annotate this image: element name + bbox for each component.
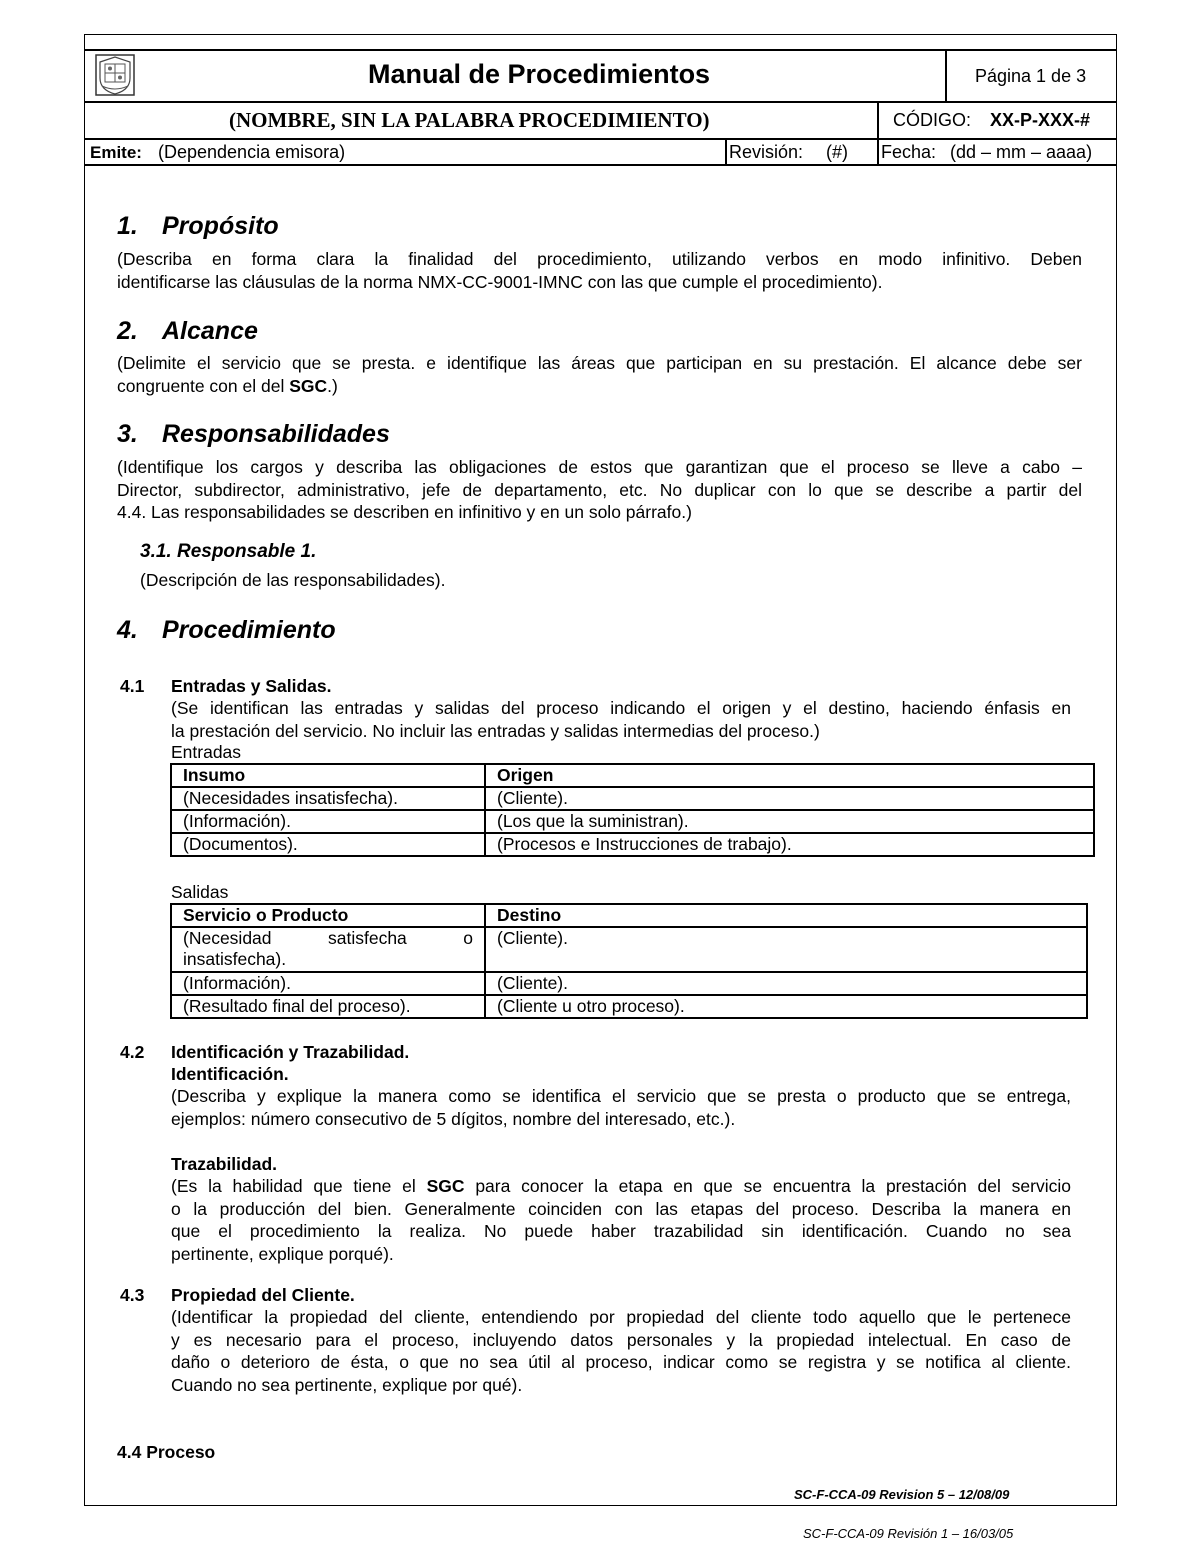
emite-label: Emite: <box>90 143 142 162</box>
entradas-salidas-text <box>171 697 1071 742</box>
text-line: daño o deterioro de ésta, o que no sea útil al proceso, indicar como se registra y se notifica al cliente. <box>171 1352 1071 1372</box>
text-line <box>171 1175 1071 1198</box>
table-cell: (Los que la suministran). <box>485 810 1094 833</box>
subsection-title-identificacion-trazabilidad: Identificación y Trazabilidad. <box>171 1042 410 1062</box>
section-number: 1. <box>117 212 138 240</box>
page-indicator: Página 1 de 3 <box>975 66 1087 86</box>
text-fragment: para conocer la etapa en que se encuentra la prestación del servicio <box>464 1176 1071 1196</box>
text-line: (Se identifican las entradas y salidas del proceso indicando el origen y el destino, haciendo énfasis en <box>171 698 1071 718</box>
subsection-title-proceso: 4.4 Proceso <box>117 1442 216 1462</box>
subsection-number-4-1: 4.1 <box>120 676 145 696</box>
fecha-label: Fecha: <box>881 142 937 162</box>
emite-value: (Dependencia emisora) <box>158 142 346 162</box>
responsabilidades-text <box>117 456 1082 524</box>
table-header-cell: Servicio o Producto <box>171 904 485 927</box>
text-line: ejemplos: número consecutivo de 5 dígitos, nombre del interesado, etc.). <box>171 1108 736 1129</box>
table-cell: (Cliente). <box>485 787 1094 810</box>
fecha-value: (dd – mm – aaaa) <box>950 142 1093 162</box>
table-row <box>171 927 1087 972</box>
code-label: CÓDIGO: <box>893 110 972 130</box>
trazabilidad-title: Trazabilidad. <box>171 1154 277 1174</box>
header-vrule-code <box>877 102 879 165</box>
manual-title: Manual de Procedimientos <box>368 59 711 89</box>
table-row <box>171 787 1094 810</box>
propiedad-cliente-text <box>171 1306 1071 1396</box>
subsection-number-4-2: 4.2 <box>120 1042 145 1062</box>
table-header-cell: Destino <box>485 904 1087 927</box>
salidas-table <box>170 903 1088 1019</box>
header-rule-3 <box>84 164 1117 166</box>
text-fragment: congruente con el del <box>117 375 290 396</box>
text-line: 4.4. Las responsabilidades se describen en infinitivo y en un solo párrafo.) <box>117 502 692 522</box>
section-title: Propósito <box>162 212 279 240</box>
identificacion-title: Identificación. <box>171 1064 289 1084</box>
identificacion-text <box>171 1085 1071 1130</box>
section-title: Responsabilidades <box>162 420 390 448</box>
section-title: Alcance <box>162 317 258 345</box>
subsection-title-propiedad-cliente: Propiedad del Cliente. <box>171 1285 355 1305</box>
section-number: 2. <box>117 317 138 345</box>
header-vrule-revision <box>725 139 727 165</box>
text-line: (Describa en forma clara la finalidad del procedimiento, utilizando verbos en modo infinitivo. Deben <box>117 249 1082 269</box>
text-line: la prestación del servicio. No incluir las entradas y salidas intermedias del proceso.) <box>171 720 820 741</box>
proposito-text <box>117 248 1082 293</box>
entradas-table <box>170 763 1095 857</box>
section-number: 4. <box>117 616 138 644</box>
text-line: (Delimite el servicio que se presta. e identifique las áreas que participan en su prestación. El alcance debe ser <box>117 353 1082 373</box>
text-line: identificarse las cláusulas de la norma NMX-CC-9001-IMNC con las que cumple el procedimiento). <box>117 271 883 292</box>
text-line: Director, subdirector, administrativo, jefe de departamento, etc. No duplicar con lo que se describe a partir del <box>117 479 1082 500</box>
header-top-rule <box>84 49 1117 51</box>
text-fragment: .) <box>327 375 338 396</box>
table-cell: (Cliente u otro proceso). <box>485 995 1087 1018</box>
revision-label: Revisión: <box>729 142 804 162</box>
text-line: pertinente, explique porqué). <box>171 1243 394 1264</box>
table-header-cell: Origen <box>485 764 1094 787</box>
revision-value: (#) <box>826 142 848 162</box>
table-cell: (Cliente). <box>485 972 1087 995</box>
entradas-label: Entradas <box>171 742 242 762</box>
table-cell: (Necesidad satisfecha o insatisfecha). <box>171 927 485 972</box>
sgc-acronym: SGC <box>289 375 328 396</box>
table-cell: (Necesidades insatisfecha). <box>171 787 485 810</box>
subsection-number-4-3: 4.3 <box>120 1285 145 1305</box>
section-heading-responsabilidades <box>117 420 390 449</box>
table-cell: (Procesos e Instrucciones de trabajo). <box>485 833 1094 856</box>
table-cell: (Información). <box>171 810 485 833</box>
text-line: que el procedimiento la realiza. No puede haber trazabilidad sin identificación. Cuando no sea <box>171 1221 1071 1241</box>
procedure-name: (NOMBRE, SIN LA PALABRA PROCEDIMIENTO) <box>229 108 710 132</box>
table-row <box>171 833 1094 856</box>
section-heading-alcance <box>117 317 258 346</box>
subsection-title-entradas-salidas: Entradas y Salidas. <box>171 676 332 696</box>
trazabilidad-text <box>171 1175 1071 1265</box>
table-header-cell: Insumo <box>171 764 485 787</box>
text-fragment: (Es la habilidad que tiene el <box>171 1176 427 1196</box>
table-cell: (Información). <box>171 972 485 995</box>
table-row <box>171 810 1094 833</box>
table-row <box>171 972 1087 995</box>
text-line: y es necesario para el proceso, incluyendo datos personales y la propiedad intelectual. En caso de <box>171 1329 1071 1350</box>
section-title: Procedimiento <box>162 616 336 644</box>
text-line: (Identifique los cargos y describa las obligaciones de estos que garantizan que el proceso se lleve a cabo – <box>117 457 1082 477</box>
subsection-heading-responsable-1: 3.1. Responsable 1. <box>140 541 317 562</box>
table-cell: (Documentos). <box>171 833 485 856</box>
responsable-1-text: (Descripción de las responsabilidades). <box>140 570 446 590</box>
section-heading-procedimiento <box>117 616 336 645</box>
alcance-text <box>117 352 1082 397</box>
text-line: (Identificar la propiedad del cliente, entendiendo por propiedad del cliente todo aquello que le pertenece <box>171 1307 1071 1327</box>
table-cell: (Cliente). <box>485 927 1087 972</box>
revision-footer: SC-F-CCA-09 Revisión 1 – 16/03/05 <box>803 1526 1014 1541</box>
text-line: o la producción del bien. Generalmente coinciden con las etapas del proceso. Describa la manera en <box>171 1198 1071 1219</box>
sgc-acronym: SGC <box>426 1176 465 1196</box>
code-value: XX-P-XXX-# <box>990 110 1091 130</box>
text-line: Cuando no sea pertinente, explique por qué). <box>171 1374 523 1395</box>
header-rule-2 <box>84 138 1117 140</box>
text-line: (Describa y explique la manera como se identifica el servicio que se presta o producto que se entrega, <box>171 1086 1071 1106</box>
institution-crest-icon <box>92 52 138 98</box>
section-heading-proposito <box>117 212 279 241</box>
salidas-label: Salidas <box>171 882 229 902</box>
form-code-footer: SC-F-CCA-09 Revision 5 – 12/08/09 <box>794 1487 1010 1502</box>
text-line <box>117 375 1082 398</box>
table-cell: (Resultado final del proceso). <box>171 995 485 1018</box>
header-rule-1 <box>84 101 1117 103</box>
header-vrule-page <box>945 50 947 102</box>
section-number: 3. <box>117 420 138 448</box>
table-header-row <box>171 904 1087 927</box>
table-row <box>171 995 1087 1018</box>
table-header-row <box>171 764 1094 787</box>
